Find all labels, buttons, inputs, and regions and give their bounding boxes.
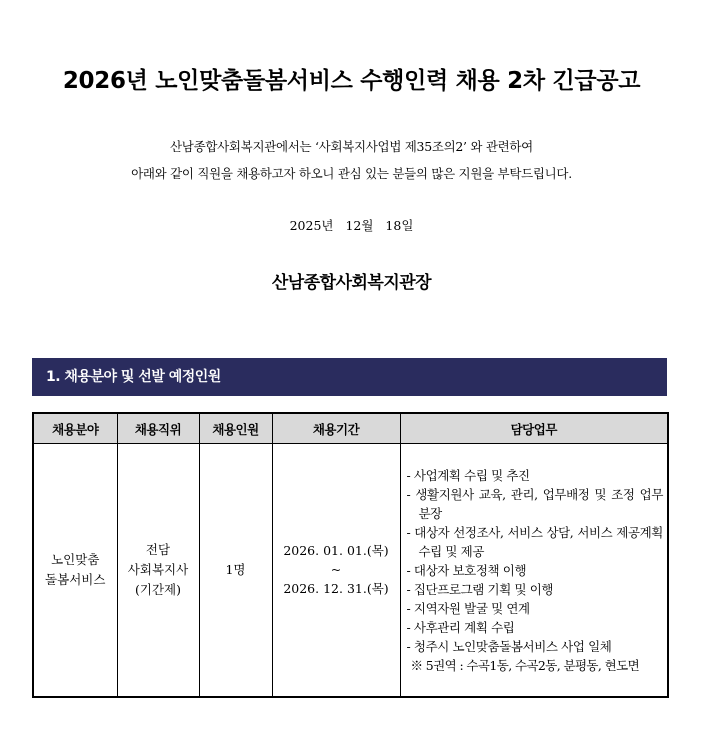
header-field: 채용분야 xyxy=(33,413,117,444)
header-period: 채용기간 xyxy=(272,413,400,444)
position-line: 사회복지사 xyxy=(127,562,189,577)
period-start: 2026. 01. 01.(목) xyxy=(283,543,389,558)
table-header-row xyxy=(33,413,668,444)
period-separator: ~ xyxy=(330,562,342,577)
region-note: ※ 5권역 : 수곡1동, 수곡2동, 분평동, 현도면 xyxy=(410,657,640,673)
cell-count: 1명 xyxy=(199,444,272,698)
header-count: 채용인원 xyxy=(199,413,272,444)
page-title: 2026년 노인맞춤돌봄서비스 수행인력 채용 2차 긴급공고 xyxy=(62,68,641,94)
header-duties: 담당업무 xyxy=(400,413,668,444)
table-row xyxy=(33,444,668,698)
recruitment-table xyxy=(32,412,669,698)
intro-paragraph xyxy=(0,133,703,187)
cell-duties xyxy=(400,444,668,698)
position-line: (기간제) xyxy=(135,582,181,597)
header-position: 채용직위 xyxy=(117,413,199,444)
field-line: 노인맞춤 xyxy=(51,552,100,567)
cell-position xyxy=(117,444,199,698)
duty-item: - 집단프로그램 기획 및 이행 xyxy=(406,581,554,597)
intro-line-1: 산남종합사회복지관에서는 ‘사회복지사업법 제35조의2’ 와 관련하여 xyxy=(170,139,533,154)
intro-line-2: 아래와 같이 직원을 채용하고자 하오니 관심 있는 분들의 많은 지원을 부탁드립니다. xyxy=(131,166,572,181)
duty-item: - 생활지원사 교육, 관리, 업무배정 및 조정 업무분장 xyxy=(406,486,663,521)
cell-period xyxy=(272,444,400,698)
section-1-heading: 1. 채용분야 및 선발 예정인원 xyxy=(32,358,667,396)
duty-item: - 대상자 보호정책 이행 xyxy=(406,562,527,578)
duty-item: - 대상자 선정조사, 서비스 상담, 서비스 제공계획 수립 및 제공 xyxy=(406,524,663,559)
duty-item: - 지역자원 발굴 및 연계 xyxy=(406,600,530,616)
position-line: 전담 xyxy=(145,542,171,557)
duty-item: - 사후관리 계획 수립 xyxy=(406,619,515,635)
notice-date: 2025년 12월 18일 xyxy=(289,218,414,233)
organization-signature: 산남종합사회복지관장 xyxy=(271,273,432,293)
field-line: 돌봄서비스 xyxy=(45,572,106,587)
duty-item: - 청주시 노인맞춤돌봄서비스 사업 일체 xyxy=(406,638,612,654)
duty-item: - 사업계획 수립 및 추진 xyxy=(406,467,530,483)
period-end: 2026. 12. 31.(목) xyxy=(283,581,389,596)
cell-field xyxy=(33,444,117,698)
